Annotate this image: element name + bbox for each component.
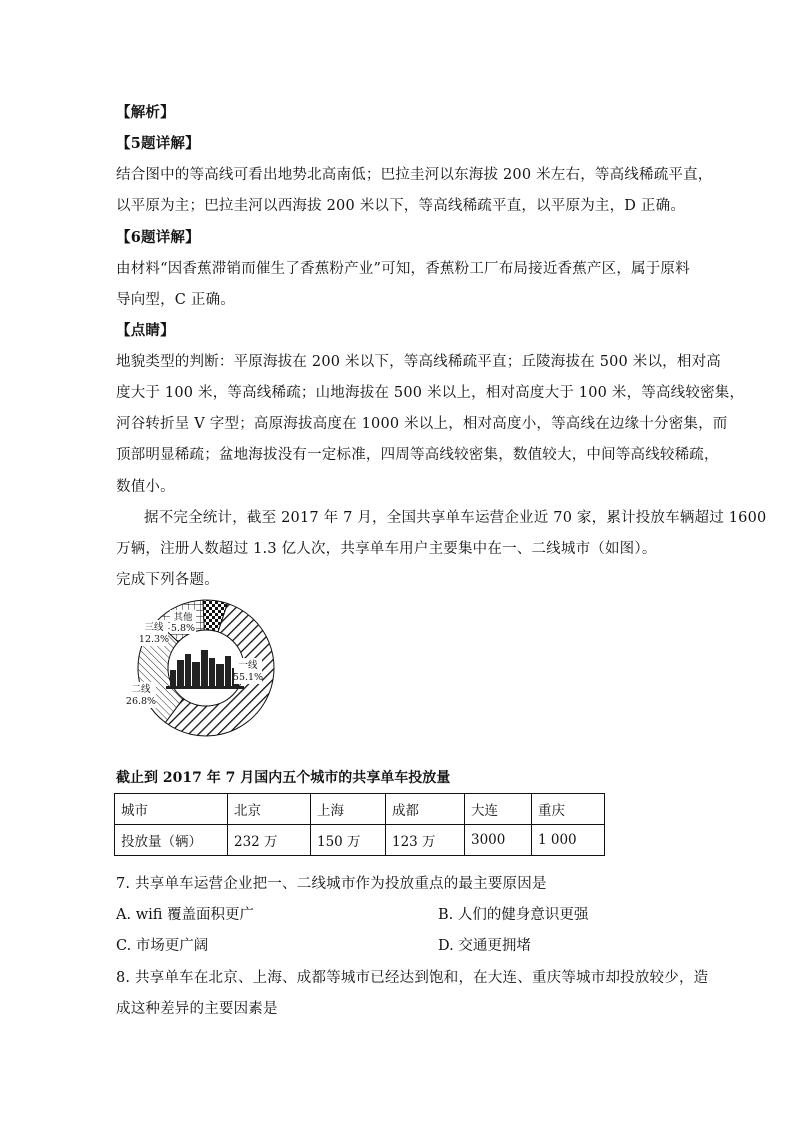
row-cell: 232 万 — [228, 825, 311, 856]
tier3-value: 12.3% — [138, 634, 170, 645]
tip-line-1: 地貌类型的判断：平原海拔在 200 米以下，等高线稀疏平直；丘陵海拔在 500 米以，相对高 — [116, 354, 721, 370]
tip-line-4: 顶部明显稀疏；盆地海拔没有一定标准，四周等高线较密集，数值较大，中间等高线较稀疏， — [116, 447, 719, 463]
other-value: 5.8% — [170, 623, 196, 634]
slice-label-tier3 — [139, 620, 169, 646]
q5-heading: 【5题详解】 — [116, 135, 200, 152]
header-cell: 城市 — [115, 794, 228, 825]
q7-option-b[interactable]: B. 人们的健身意识更强 — [438, 907, 589, 923]
q7-stem: 7. 共享单车运营企业把一、二线城市作为投放重点的最主要原因是 — [116, 876, 547, 892]
q6-line-1: 由材料“因香蕉滞销而催生了香蕉粉产业”可知，香蕉粉工厂布局接近香蕉产区，属于原料 — [116, 261, 690, 277]
row-cell: 投放量（辆） — [115, 825, 228, 856]
tip-line-3: 河谷转折呈 V 字型；高原海拔高度在 1000 米以上，相对高度小，等高线在边缘十分密集，而 — [116, 416, 728, 432]
q8-line-1: 8. 共享单车在北京、上海、成都等城市已经达到饱和，在大连、重庆等城市却投放较少，造 — [116, 970, 709, 986]
header-cell: 上海 — [311, 794, 386, 825]
row-cell: 123 万 — [386, 825, 465, 856]
header-cell: 北京 — [228, 794, 311, 825]
row-cell: 1 000 — [532, 825, 605, 856]
q6-heading: 【6题详解】 — [116, 229, 200, 246]
city-tier-donut-chart — [116, 598, 296, 738]
slice-label-tier2 — [126, 682, 156, 708]
material-line-1: 据不完全统计，截至 2017 年 7 月，全国共享单车运营企业近 70 家，累计投放车辆超过 1600 — [144, 510, 767, 526]
table-caption: 截止到 2017 年 7 月国内五个城市的共享单车投放量 — [116, 770, 451, 786]
q7-option-a[interactable]: A. wifi 覆盖面积更广 — [116, 907, 255, 923]
slice-label-tier1 — [233, 658, 263, 684]
header-cell: 成都 — [386, 794, 465, 825]
tier2-name: 二线 — [131, 684, 151, 695]
table-header-row — [115, 794, 605, 825]
table-row — [115, 825, 605, 856]
tier1-name: 一线 — [238, 660, 258, 671]
tier1-value: 55.1% — [232, 672, 264, 683]
q7-option-c[interactable]: C. 市场更广阔 — [116, 938, 209, 954]
tip-line-5: 数值小。 — [116, 479, 175, 495]
row-cell: 150 万 — [311, 825, 386, 856]
material-line-2: 万辆，注册人数超过 1.3 亿人次，共享单车用户主要集中在一、二线城市（如图）。 — [116, 541, 657, 557]
q8-line-2: 成这种差异的主要因素是 — [116, 1001, 278, 1017]
q7-option-d[interactable]: D. 交通更拥堵 — [438, 938, 531, 954]
row-cell: 3000 — [465, 825, 532, 856]
tier2-value: 26.8% — [125, 696, 157, 707]
tip-heading: 【点睛】 — [116, 322, 175, 339]
header-cell: 大连 — [465, 794, 532, 825]
q5-line-1: 结合图中的等高线可看出地势北高南低；巴拉圭河以东海拔 200 米左右，等高线稀疏平直， — [116, 167, 713, 183]
bike-deployment-table — [114, 793, 605, 856]
analysis-heading: 【解析】 — [116, 104, 175, 121]
material-line-3: 完成下列各题。 — [116, 572, 219, 588]
other-name: 其他 — [173, 612, 193, 623]
tip-line-2: 度大于 100 米，等高线稀疏；山地海拔在 500 米以上，相对高度大于 100 米，等高线较密集， — [116, 385, 745, 401]
header-cell: 重庆 — [532, 794, 605, 825]
tier3-name: 三线 — [144, 622, 164, 633]
slice-label-other — [170, 610, 196, 634]
q5-line-2: 以平原为主；巴拉圭河以西海拔 200 米以下，等高线稀疏平直，以平原为主，D 正确。 — [116, 198, 686, 214]
q6-line-2: 导向型，C 正确。 — [116, 292, 236, 308]
